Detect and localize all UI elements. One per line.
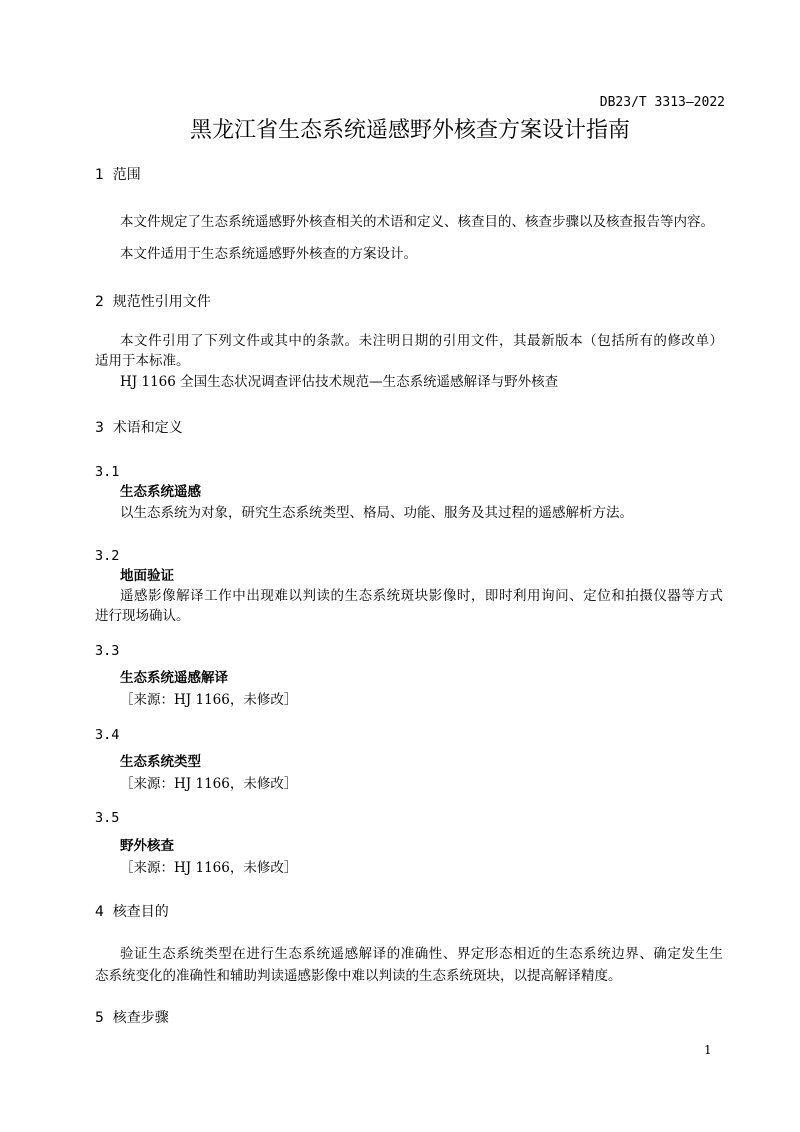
term-name: 生态系统遥感 — [120, 484, 201, 500]
section-1-heading: 1 范围 — [95, 167, 141, 183]
term-name: 生态系统类型 — [120, 754, 201, 770]
paragraph: 验证生态系统类型在进行生态系统遥感解译的准确性、界定形态相近的生态系统边界、确定发生生 — [120, 946, 723, 962]
term-number: 3.5 — [95, 810, 120, 826]
term-definition-continuation: 进行现场确认。 — [95, 608, 190, 624]
document-code: DB23/T 3313—2022 — [599, 95, 725, 110]
term-name: 生态系统遥感解译 — [120, 670, 228, 686]
paragraph-continuation: 适用于本标准。 — [95, 353, 190, 369]
term-definition: 以生态系统为对象，研究生态系统类型、格局、功能、服务及其过程的遥感解析方法。 — [120, 505, 633, 521]
paragraph-continuation: 态系统变化的准确性和辅助判读遥感影像中难以判读的生态系统斑块，以提高解译精度。 — [95, 968, 622, 984]
section-4-heading: 4 核查目的 — [95, 904, 169, 920]
paragraph: 本文件引用了下列文件或其中的条款。未注明日期的引用文件，其最新版本（包括所有的修改单） — [120, 333, 723, 349]
paragraph: 本文件规定了生态系统遥感野外核查相关的术语和定义、核查目的、核查步骤以及核查报告等内容。 — [120, 214, 714, 230]
term-name: 地面验证 — [120, 568, 174, 584]
term-definition: 遥感影像解译工作中出现难以判读的生态系统斑块影像时，即时利用询问、定位和拍摄仪器等方式 — [120, 588, 723, 604]
page-number: 1 — [704, 1043, 712, 1057]
term-number: 3.4 — [95, 727, 120, 743]
reference-item: HJ 1166 全国生态状况调查评估技术规范—生态系统遥感解译与野外核查 — [120, 374, 559, 390]
paragraph: 本文件适用于生态系统遥感野外核查的方案设计。 — [120, 246, 417, 262]
section-3-heading: 3 术语和定义 — [95, 420, 183, 436]
term-name: 野外核查 — [120, 838, 174, 854]
term-number: 3.1 — [95, 464, 120, 480]
term-number: 3.2 — [95, 548, 120, 564]
term-source: ［来源：HJ 1166，未修改］ — [120, 692, 298, 708]
term-number: 3.3 — [95, 643, 120, 659]
section-2-heading: 2 规范性引用文件 — [95, 294, 211, 310]
term-source: ［来源：HJ 1166，未修改］ — [120, 860, 298, 876]
section-5-heading: 5 核查步骤 — [95, 1010, 169, 1026]
page-title: 黑龙江省生态系统遥感野外核查方案设计指南 — [189, 118, 630, 143]
term-source: ［来源：HJ 1166，未修改］ — [120, 776, 298, 792]
